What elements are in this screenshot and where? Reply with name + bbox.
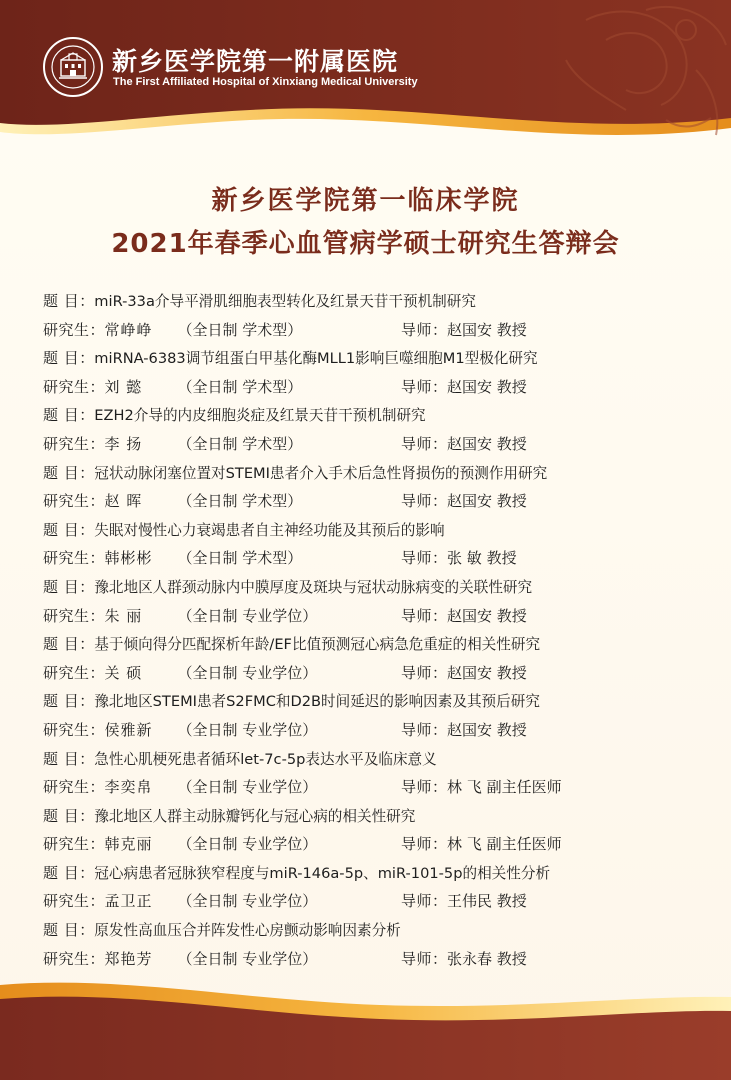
- topic-row: [43, 401, 703, 430]
- colon: ：: [432, 835, 448, 854]
- topic-label: 题 目: [43, 921, 80, 940]
- colon: ：: [432, 549, 448, 568]
- student-name: 李奕帛: [104, 778, 153, 797]
- student-label: 研究生: [43, 606, 90, 625]
- student-row: [43, 487, 703, 516]
- student-label: 研究生: [43, 835, 90, 854]
- colon: ：: [89, 949, 105, 968]
- colon: ：: [432, 892, 448, 911]
- colon: ：: [79, 921, 95, 940]
- program-type: （全日制 专业学位）: [177, 892, 318, 911]
- colon: ：: [89, 606, 105, 625]
- hospital-name-en: The First Affiliated Hospital of Xinxiang Medical University: [113, 76, 418, 88]
- program-type: （全日制 专业学位）: [177, 949, 318, 968]
- colon: ：: [89, 778, 105, 797]
- colon: ：: [89, 434, 105, 453]
- advisor-info: [401, 487, 527, 516]
- advisor-name: 赵国安 教授: [447, 720, 527, 739]
- advisor-info: [401, 659, 527, 688]
- program-type: （全日制 学术型）: [177, 549, 303, 568]
- topic-label: 题 目: [43, 863, 80, 882]
- thesis-topic: 冠状动脉闭塞位置对STEMI患者介入手术后急性肾损伤的预测作用研究: [94, 464, 548, 482]
- thesis-topic: 豫北地区人群主动脉瓣钙化与冠心病的相关性研究: [94, 807, 416, 825]
- colon: ：: [79, 806, 95, 825]
- student-name: 郑艳芳: [104, 949, 153, 968]
- thesis-topic: miRNA-6383调节组蛋白甲基化酶MLL1影响巨噬细胞M1型极化研究: [94, 350, 538, 368]
- advisor-label: 导师: [401, 720, 433, 739]
- student-label: 研究生: [43, 892, 90, 911]
- advisor-name: 张 敏 教授: [447, 549, 517, 568]
- program-type: （全日制 学术型）: [177, 377, 303, 396]
- program-type: （全日制 专业学位）: [177, 720, 318, 739]
- student-row: [43, 830, 703, 859]
- topic-label: 题 目: [43, 406, 80, 425]
- advisor-label: 导师: [401, 492, 433, 511]
- student-name: 孟卫正: [104, 892, 153, 911]
- colon: ：: [79, 863, 95, 882]
- topic-row: [43, 916, 703, 945]
- advisor-info: [401, 716, 527, 745]
- advisor-name: 赵国安 教授: [447, 663, 527, 682]
- topic-row: [43, 459, 703, 488]
- program-type: （全日制 专业学位）: [177, 606, 318, 625]
- topic-label: 题 目: [43, 463, 80, 482]
- topic-label: 题 目: [43, 692, 80, 711]
- advisor-label: 导师: [401, 606, 433, 625]
- colon: ：: [79, 692, 95, 711]
- program-type: （全日制 学术型）: [177, 434, 303, 453]
- student-row: [43, 945, 703, 974]
- thesis-topic: 基于倾向得分匹配探析年龄/EF比值预测冠心病急危重症的相关性研究: [94, 636, 541, 654]
- colon: ：: [432, 663, 448, 682]
- student-name: 刘 懿: [104, 377, 143, 396]
- decorative-ornament: [546, 0, 731, 150]
- topic-label: 题 目: [43, 749, 80, 768]
- colon: ：: [432, 606, 448, 625]
- topic-label: 题 目: [43, 292, 80, 310]
- student-name: 赵 晖: [104, 492, 143, 511]
- student-name: 李 扬: [104, 434, 143, 453]
- advisor-label: 导师: [401, 549, 433, 568]
- student-row: [43, 430, 703, 459]
- colon: ：: [79, 577, 95, 596]
- advisor-name: 赵国安 教授: [447, 606, 527, 625]
- colon: ：: [432, 949, 448, 968]
- topic-label: 题 目: [43, 806, 80, 825]
- student-label: 研究生: [43, 949, 90, 968]
- student-row: [43, 773, 703, 802]
- program-type: （全日制 专业学位）: [177, 835, 318, 854]
- colon: ：: [79, 292, 95, 310]
- topic-row: [43, 573, 703, 602]
- colon: ：: [89, 549, 105, 568]
- student-label: 研究生: [43, 549, 90, 568]
- advisor-label: 导师: [401, 949, 433, 968]
- colon: ：: [79, 749, 95, 768]
- student-row: [43, 887, 703, 916]
- topic-row: [43, 745, 703, 774]
- colon: ：: [89, 492, 105, 511]
- advisor-info: [401, 430, 527, 459]
- advisor-info: [401, 316, 527, 345]
- student-name: 常峥峥: [104, 320, 153, 339]
- advisor-info: [401, 887, 527, 916]
- advisor-info: [401, 773, 562, 802]
- student-row: [43, 373, 703, 402]
- thesis-topic: 冠心病患者冠脉狭窄程度与miR-146a-5p、miR-101-5p的相关性分析: [94, 864, 551, 882]
- student-name: 朱 丽: [104, 606, 143, 625]
- student-name: 韩彬彬: [104, 549, 153, 568]
- advisor-name: 林 飞 副主任医师: [447, 778, 562, 797]
- student-label: 研究生: [43, 778, 90, 797]
- colon: ：: [432, 320, 448, 339]
- colon: ：: [79, 520, 95, 539]
- advisor-info: [401, 830, 562, 859]
- student-row: [43, 602, 703, 631]
- student-label: 研究生: [43, 720, 90, 739]
- thesis-topic: 豫北地区人群颈动脉内中膜厚度及斑块与冠状动脉病变的关联性研究: [94, 578, 533, 596]
- colon: ：: [79, 406, 95, 425]
- student-label: 研究生: [43, 377, 90, 396]
- thesis-topic: EZH2介导的内皮细胞炎症及红景天苷干预机制研究: [94, 407, 426, 425]
- topic-row: [43, 859, 703, 888]
- hospital-logo: [42, 36, 104, 98]
- advisor-info: [401, 945, 527, 974]
- thesis-topic: miR-33a介导平滑肌细胞表型转化及红景天苷干预机制研究: [94, 293, 476, 310]
- colon: ：: [89, 892, 105, 911]
- topic-row: [43, 516, 703, 545]
- topic-label: 题 目: [43, 349, 80, 368]
- student-row: [43, 659, 703, 688]
- program-type: （全日制 专业学位）: [177, 778, 318, 797]
- colon: ：: [89, 377, 105, 396]
- advisor-label: 导师: [401, 835, 433, 854]
- program-type: （全日制 学术型）: [177, 492, 303, 511]
- topic-label: 题 目: [43, 520, 80, 539]
- colon: ：: [89, 720, 105, 739]
- topic-row: [43, 344, 703, 373]
- advisor-info: [401, 544, 517, 573]
- colon: ：: [79, 635, 95, 654]
- advisor-label: 导师: [401, 377, 433, 396]
- colon: ：: [79, 463, 95, 482]
- advisor-name: 赵国安 教授: [447, 492, 527, 511]
- colon: ：: [89, 663, 105, 682]
- advisor-name: 王伟民 教授: [447, 892, 527, 911]
- topic-label: 题 目: [43, 635, 80, 654]
- advisor-label: 导师: [401, 778, 433, 797]
- student-label: 研究生: [43, 663, 90, 682]
- advisor-label: 导师: [401, 320, 433, 339]
- advisor-name: 赵国安 教授: [447, 320, 527, 339]
- advisor-info: [401, 373, 527, 402]
- student-row: [43, 716, 703, 745]
- topic-row: [43, 687, 703, 716]
- student-label: 研究生: [43, 320, 90, 339]
- advisor-info: [401, 602, 527, 631]
- student-name: 侯雅新: [104, 720, 153, 739]
- advisor-label: 导师: [401, 434, 433, 453]
- program-type: （全日制 专业学位）: [177, 663, 318, 682]
- colon: ：: [432, 492, 448, 511]
- topic-row: [43, 287, 703, 316]
- student-label: 研究生: [43, 492, 90, 511]
- colon: ：: [432, 434, 448, 453]
- topic-row: [43, 802, 703, 831]
- thesis-topic: 失眠对慢性心力衰竭患者自主神经功能及其预后的影响: [94, 521, 445, 539]
- thesis-topic: 原发性高血压合并阵发性心房颤动影响因素分析: [94, 922, 401, 940]
- student-row: [43, 316, 703, 345]
- thesis-topic: 急性心肌梗死患者循环let-7c-5p表达水平及临床意义: [94, 750, 437, 768]
- student-row: [43, 544, 703, 573]
- hospital-name-cn: 新乡医学院第一附属医院: [112, 47, 399, 76]
- poster-title-line1: 新乡医学院第一临床学院: [211, 186, 520, 216]
- poster-title-line2: 2021年春季心血管病学硕士研究生答辩会: [111, 229, 620, 259]
- colon: ：: [79, 349, 95, 368]
- colon: ：: [432, 720, 448, 739]
- thesis-topic: 豫北地区STEMI患者S2FMC和D2B时间延迟的影响因素及其预后研究: [94, 693, 540, 711]
- colon: ：: [432, 377, 448, 396]
- defense-list: [43, 287, 703, 973]
- student-name: 关 硕: [104, 663, 143, 682]
- footer-band: [0, 975, 731, 1080]
- student-label: 研究生: [43, 434, 90, 453]
- colon: ：: [89, 320, 105, 339]
- advisor-label: 导师: [401, 663, 433, 682]
- advisor-name: 赵国安 教授: [447, 434, 527, 453]
- advisor-name: 林 飞 副主任医师: [447, 835, 562, 854]
- topic-row: [43, 630, 703, 659]
- advisor-name: 张永春 教授: [447, 949, 527, 968]
- topic-label: 题 目: [43, 577, 80, 596]
- advisor-name: 赵国安 教授: [447, 377, 527, 396]
- advisor-label: 导师: [401, 892, 433, 911]
- colon: ：: [89, 835, 105, 854]
- colon: ：: [432, 778, 448, 797]
- program-type: （全日制 学术型）: [177, 320, 303, 339]
- student-name: 韩克丽: [104, 835, 153, 854]
